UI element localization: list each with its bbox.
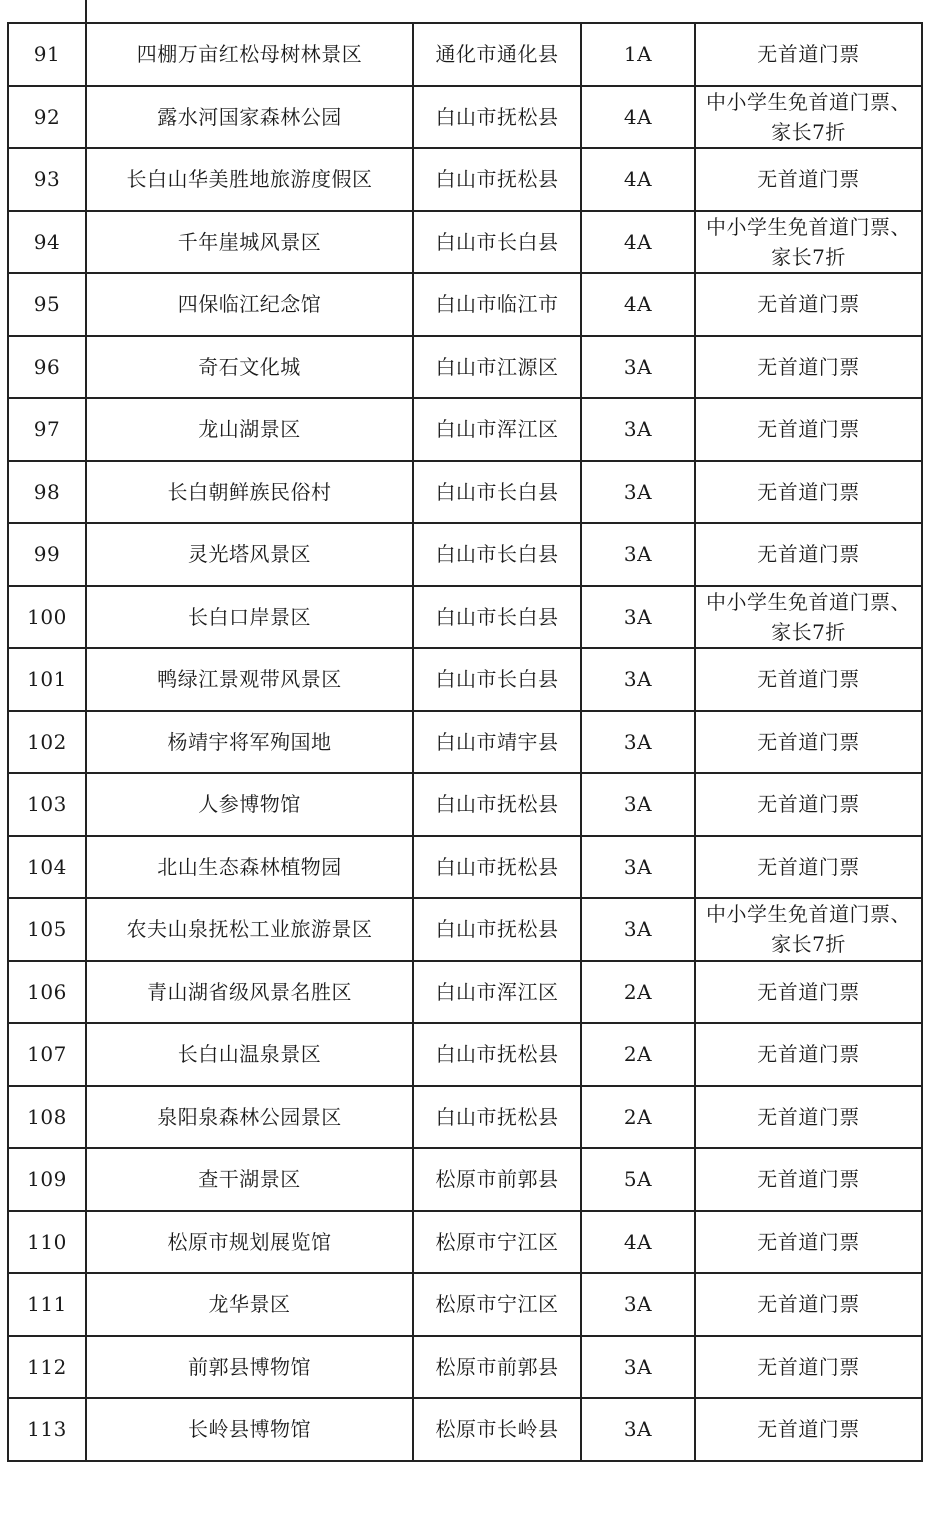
ticket-policy-cell: 无首道门票 xyxy=(695,1211,922,1274)
ticket-policy-cell: 无首道门票 xyxy=(695,1398,922,1461)
ticket-policy-cell: 无首道门票 xyxy=(695,461,922,524)
table-row xyxy=(8,398,922,461)
table-row xyxy=(8,23,922,86)
location-cell: 白山市浑江区 xyxy=(413,961,581,1024)
grade-cell: 1A xyxy=(581,23,695,86)
row-number-cell: 102 xyxy=(8,711,86,774)
table-row xyxy=(8,148,922,211)
row-number-cell: 103 xyxy=(8,773,86,836)
grade-cell: 2A xyxy=(581,1023,695,1086)
ticket-policy-cell: 中小学生免首道门票、家长7折 xyxy=(695,211,922,274)
location-cell: 松原市前郭县 xyxy=(413,1148,581,1211)
scenic-spot-name-cell: 奇石文化城 xyxy=(86,336,413,399)
location-cell: 白山市抚松县 xyxy=(413,1023,581,1086)
row-number-cell: 94 xyxy=(8,211,86,274)
grade-cell: 3A xyxy=(581,523,695,586)
table-row xyxy=(8,1086,922,1149)
row-number-cell: 92 xyxy=(8,86,86,149)
grade-cell: 3A xyxy=(581,836,695,899)
scenic-spot-name-cell: 长白山华美胜地旅游度假区 xyxy=(86,148,413,211)
row-number-cell: 112 xyxy=(8,1336,86,1399)
previous-page-edge xyxy=(0,0,930,22)
ticket-policy-cell: 中小学生免首道门票、家长7折 xyxy=(695,586,922,649)
location-cell: 白山市浑江区 xyxy=(413,398,581,461)
ticket-policy-cell: 无首道门票 xyxy=(695,23,922,86)
location-cell: 白山市长白县 xyxy=(413,648,581,711)
table-row xyxy=(8,586,922,649)
scenic-spot-name-cell: 杨靖宇将军殉国地 xyxy=(86,711,413,774)
scenic-spot-name-cell: 泉阳泉森林公园景区 xyxy=(86,1086,413,1149)
scenic-spot-name-cell: 长岭县博物馆 xyxy=(86,1398,413,1461)
table-row xyxy=(8,86,922,149)
row-number-cell: 111 xyxy=(8,1273,86,1336)
ticket-policy-cell: 无首道门票 xyxy=(695,273,922,336)
table-row xyxy=(8,1398,922,1461)
scenic-spot-name-cell: 灵光塔风景区 xyxy=(86,523,413,586)
grade-cell: 4A xyxy=(581,211,695,274)
location-cell: 白山市江源区 xyxy=(413,336,581,399)
table-row xyxy=(8,1023,922,1086)
grade-cell: 4A xyxy=(581,1211,695,1274)
location-cell: 白山市临江市 xyxy=(413,273,581,336)
location-cell: 白山市抚松县 xyxy=(413,86,581,149)
grade-cell: 3A xyxy=(581,773,695,836)
row-number-cell: 105 xyxy=(8,898,86,961)
table-row xyxy=(8,461,922,524)
grade-cell: 3A xyxy=(581,1336,695,1399)
grade-cell: 5A xyxy=(581,1148,695,1211)
ticket-policy-cell: 无首道门票 xyxy=(695,1023,922,1086)
row-number-cell: 107 xyxy=(8,1023,86,1086)
ticket-policy-cell: 无首道门票 xyxy=(695,1273,922,1336)
scenic-spot-name-cell: 农夫山泉抚松工业旅游景区 xyxy=(86,898,413,961)
location-cell: 松原市宁江区 xyxy=(413,1273,581,1336)
scenic-spot-name-cell: 龙华景区 xyxy=(86,1273,413,1336)
grade-cell: 3A xyxy=(581,648,695,711)
table-row xyxy=(8,773,922,836)
row-number-cell: 93 xyxy=(8,148,86,211)
table-row xyxy=(8,961,922,1024)
ticket-policy-cell: 无首道门票 xyxy=(695,523,922,586)
grade-cell: 3A xyxy=(581,1273,695,1336)
table-row xyxy=(8,711,922,774)
row-number-cell: 109 xyxy=(8,1148,86,1211)
ticket-policy-cell: 无首道门票 xyxy=(695,1148,922,1211)
grade-cell: 3A xyxy=(581,711,695,774)
scenic-spot-name-cell: 长白朝鲜族民俗村 xyxy=(86,461,413,524)
location-cell: 白山市长白县 xyxy=(413,586,581,649)
table-row xyxy=(8,648,922,711)
scenic-spot-name-cell: 长白口岸景区 xyxy=(86,586,413,649)
scenic-spot-name-cell: 龙山湖景区 xyxy=(86,398,413,461)
location-cell: 白山市靖宇县 xyxy=(413,711,581,774)
ticket-policy-cell: 无首道门票 xyxy=(695,773,922,836)
grade-cell: 3A xyxy=(581,398,695,461)
column-line-stub xyxy=(85,0,87,22)
table-body xyxy=(8,23,922,1461)
ticket-policy-cell: 无首道门票 xyxy=(695,836,922,899)
row-number-cell: 110 xyxy=(8,1211,86,1274)
location-cell: 白山市抚松县 xyxy=(413,773,581,836)
scenic-spot-name-cell: 鸭绿江景观带风景区 xyxy=(86,648,413,711)
grade-cell: 2A xyxy=(581,961,695,1024)
ticket-policy-cell: 中小学生免首道门票、家长7折 xyxy=(695,898,922,961)
table-row xyxy=(8,1148,922,1211)
table-row xyxy=(8,273,922,336)
row-number-cell: 97 xyxy=(8,398,86,461)
scenic-spot-name-cell: 千年崖城风景区 xyxy=(86,211,413,274)
scenic-spot-name-cell: 长白山温泉景区 xyxy=(86,1023,413,1086)
row-number-cell: 101 xyxy=(8,648,86,711)
grade-cell: 3A xyxy=(581,336,695,399)
scenic-spot-name-cell: 青山湖省级风景名胜区 xyxy=(86,961,413,1024)
location-cell: 松原市宁江区 xyxy=(413,1211,581,1274)
ticket-policy-cell: 无首道门票 xyxy=(695,1086,922,1149)
location-cell: 白山市长白县 xyxy=(413,523,581,586)
scenic-spot-name-cell: 露水河国家森林公园 xyxy=(86,86,413,149)
grade-cell: 4A xyxy=(581,148,695,211)
row-number-cell: 106 xyxy=(8,961,86,1024)
location-cell: 白山市抚松县 xyxy=(413,1086,581,1149)
row-number-cell: 100 xyxy=(8,586,86,649)
grade-cell: 3A xyxy=(581,461,695,524)
grade-cell: 2A xyxy=(581,1086,695,1149)
table-row xyxy=(8,898,922,961)
row-number-cell: 108 xyxy=(8,1086,86,1149)
ticket-policy-cell: 无首道门票 xyxy=(695,148,922,211)
scenic-spot-name-cell: 前郭县博物馆 xyxy=(86,1336,413,1399)
scenic-spot-name-cell: 北山生态森林植物园 xyxy=(86,836,413,899)
scenic-spot-name-cell: 人参博物馆 xyxy=(86,773,413,836)
location-cell: 白山市长白县 xyxy=(413,211,581,274)
scenic-spot-name-cell: 四保临江纪念馆 xyxy=(86,273,413,336)
table-row xyxy=(8,1273,922,1336)
ticket-policy-cell: 无首道门票 xyxy=(695,1336,922,1399)
ticket-policy-cell: 中小学生免首道门票、家长7折 xyxy=(695,86,922,149)
table-row xyxy=(8,523,922,586)
grade-cell: 3A xyxy=(581,1398,695,1461)
row-number-cell: 95 xyxy=(8,273,86,336)
location-cell: 通化市通化县 xyxy=(413,23,581,86)
grade-cell: 3A xyxy=(581,898,695,961)
scenic-spot-name-cell: 查干湖景区 xyxy=(86,1148,413,1211)
location-cell: 白山市长白县 xyxy=(413,461,581,524)
ticket-policy-cell: 无首道门票 xyxy=(695,398,922,461)
row-number-cell: 96 xyxy=(8,336,86,399)
row-number-cell: 98 xyxy=(8,461,86,524)
grade-cell: 4A xyxy=(581,86,695,149)
table-row xyxy=(8,1336,922,1399)
ticket-policy-cell: 无首道门票 xyxy=(695,711,922,774)
ticket-policy-cell: 无首道门票 xyxy=(695,648,922,711)
ticket-policy-cell: 无首道门票 xyxy=(695,336,922,399)
grade-cell: 4A xyxy=(581,273,695,336)
location-cell: 白山市抚松县 xyxy=(413,836,581,899)
location-cell: 松原市前郭县 xyxy=(413,1336,581,1399)
table-row xyxy=(8,1211,922,1274)
row-number-cell: 99 xyxy=(8,523,86,586)
location-cell: 白山市抚松县 xyxy=(413,898,581,961)
ticket-policy-cell: 无首道门票 xyxy=(695,961,922,1024)
table-row xyxy=(8,336,922,399)
grade-cell: 3A xyxy=(581,586,695,649)
scenic-spot-table xyxy=(7,22,923,1462)
row-number-cell: 113 xyxy=(8,1398,86,1461)
table-row xyxy=(8,836,922,899)
scenic-spot-name-cell: 四棚万亩红松母树林景区 xyxy=(86,23,413,86)
location-cell: 白山市抚松县 xyxy=(413,148,581,211)
row-number-cell: 91 xyxy=(8,23,86,86)
scenic-spot-name-cell: 松原市规划展览馆 xyxy=(86,1211,413,1274)
row-number-cell: 104 xyxy=(8,836,86,899)
location-cell: 松原市长岭县 xyxy=(413,1398,581,1461)
table-row xyxy=(8,211,922,274)
